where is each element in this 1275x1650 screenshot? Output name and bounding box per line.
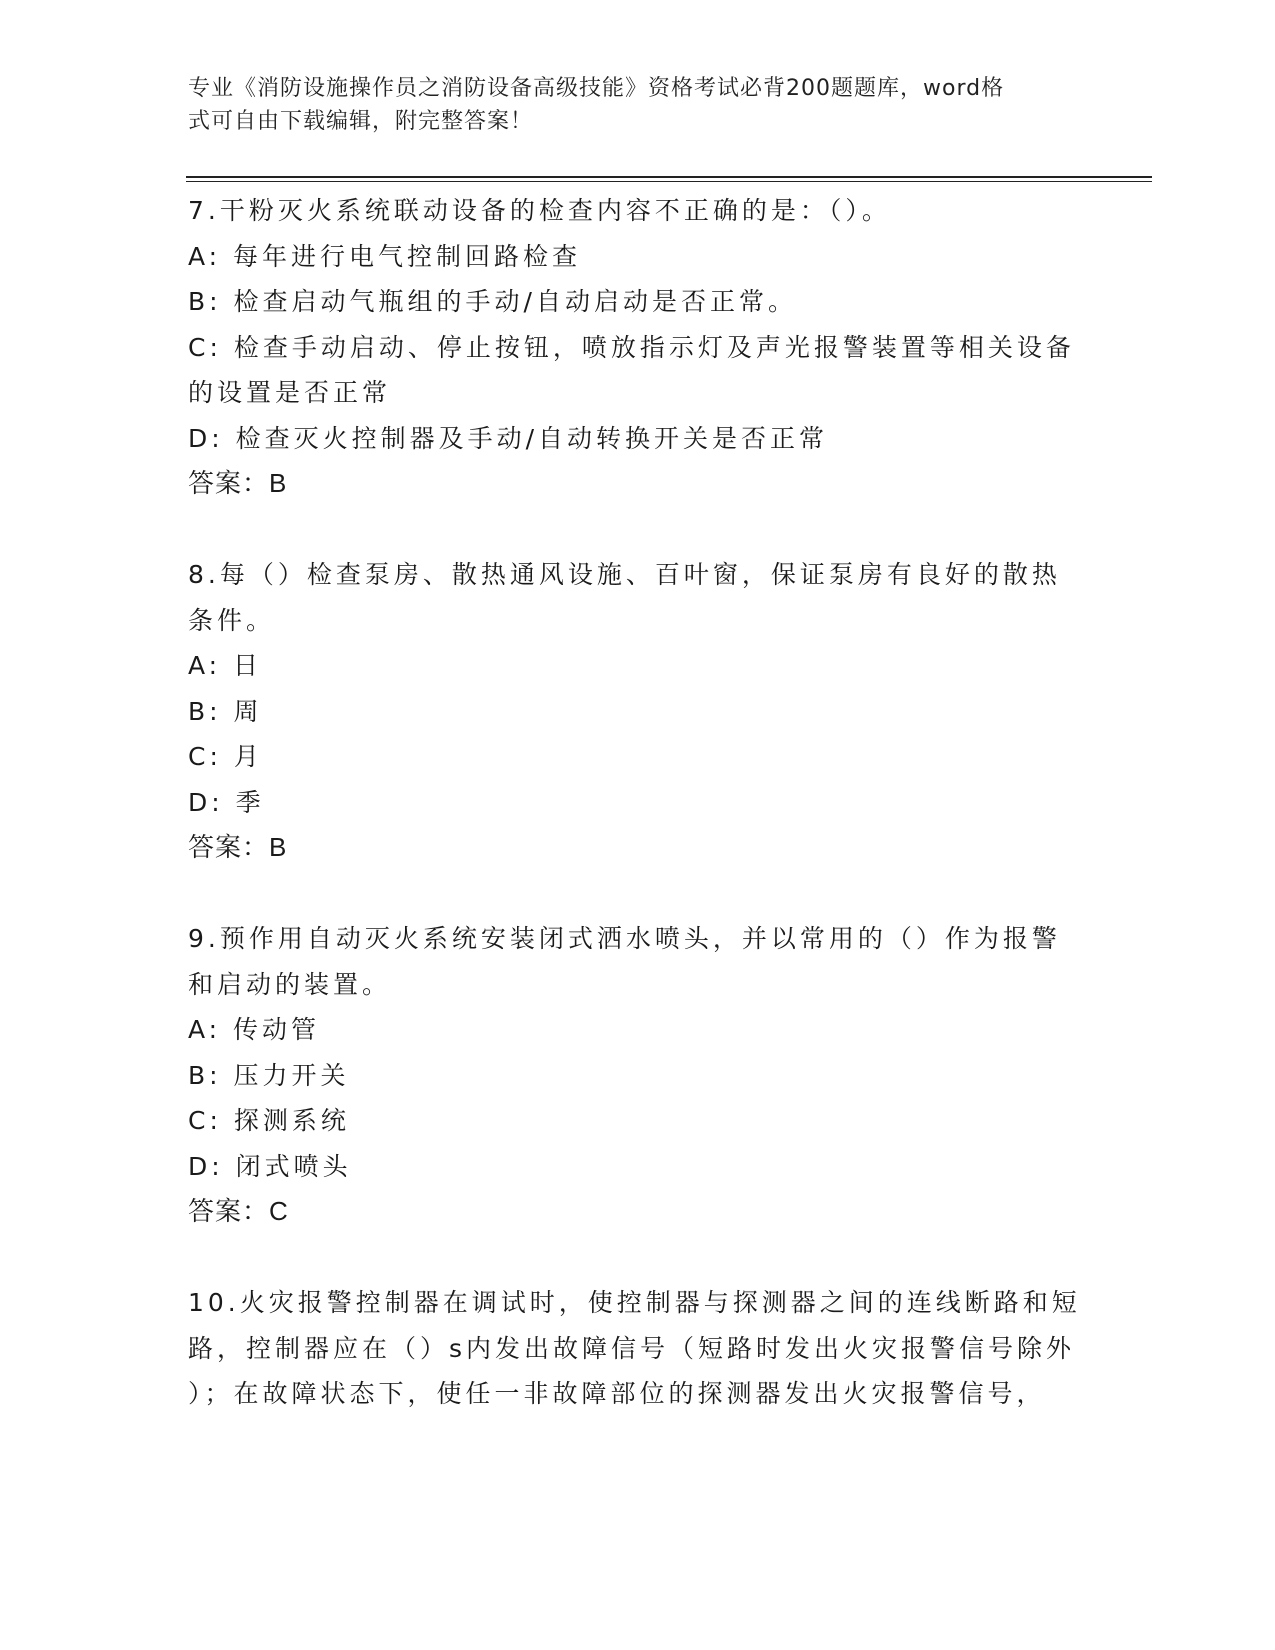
question-8 xyxy=(188,552,1088,871)
question-10-stem: 10.火灾报警控制器在调试时，使控制器与探测器之间的连线断路和短 xyxy=(188,1288,1081,1317)
spacer xyxy=(188,507,1088,553)
question-7 xyxy=(188,188,1088,507)
question-9-option-b: B: 压力开关 xyxy=(188,1060,350,1090)
question-7-option-b: B: 检查启动气瓶组的手动/自动启动是否正常。 xyxy=(188,287,797,316)
header-divider-thin xyxy=(186,181,1152,182)
question-7-option-c-cont: 的设置是否正常 xyxy=(188,378,392,407)
question-9 xyxy=(188,916,1088,1235)
question-9-stem-cont: 和启动的装置。 xyxy=(188,969,392,999)
question-8-answer: 答案：B xyxy=(188,832,288,862)
question-8-option-a: A: 日 xyxy=(188,651,263,680)
question-8-stem: 8.每（）检查泵房、散热通风设施、百叶窗，保证泵房有良好的散热 xyxy=(188,560,1061,589)
question-list xyxy=(188,188,1088,1417)
question-9-option-d: D: 闭式喷头 xyxy=(188,1151,352,1181)
question-7-option-c: C: 检查手动启动、停止按钮，喷放指示灯及声光报警装置等相关设备 xyxy=(188,332,1075,362)
question-8-option-c: C: 月 xyxy=(188,742,263,771)
question-7-option-a: A: 每年进行电气控制回路检查 xyxy=(188,241,582,271)
question-8-option-b: B: 周 xyxy=(188,696,263,726)
question-10-stem-cont-1: 路，控制器应在（）s内发出故障信号（短路时发出火灾报警信号除外 xyxy=(188,1333,1076,1363)
question-9-stem: 9.预作用自动灭火系统安装闭式洒水喷头，并以常用的（）作为报警 xyxy=(188,924,1061,953)
header-divider-thick xyxy=(186,176,1152,178)
question-9-option-c: C: 探测系统 xyxy=(188,1106,350,1135)
spacer xyxy=(188,1235,1088,1281)
header-line-1: 专业《消防设施操作员之消防设备高级技能》资格考试必背200题题库，word格 xyxy=(188,76,1005,101)
question-8-stem-cont: 条件。 xyxy=(188,605,276,635)
document-header xyxy=(188,72,1068,138)
spacer xyxy=(188,871,1088,917)
question-8-option-d: D: 季 xyxy=(188,787,265,817)
header-line-2: 式可自由下载编辑，附完整答案！ xyxy=(188,109,534,134)
question-7-option-d: D: 检查灭火控制器及手动/自动转换开关是否正常 xyxy=(188,423,829,453)
question-9-answer: 答案：C xyxy=(188,1196,289,1226)
question-9-option-a: A: 传动管 xyxy=(188,1015,321,1044)
question-7-answer: 答案：B xyxy=(188,468,288,498)
question-10-stem-cont-2: ）；在故障状态下，使任一非故障部位的探测器发出火灾报警信号， xyxy=(188,1379,1046,1408)
question-7-stem: 7.干粉灭火系统联动设备的检查内容不正确的是：（）。 xyxy=(188,196,891,225)
question-10 xyxy=(188,1280,1088,1417)
